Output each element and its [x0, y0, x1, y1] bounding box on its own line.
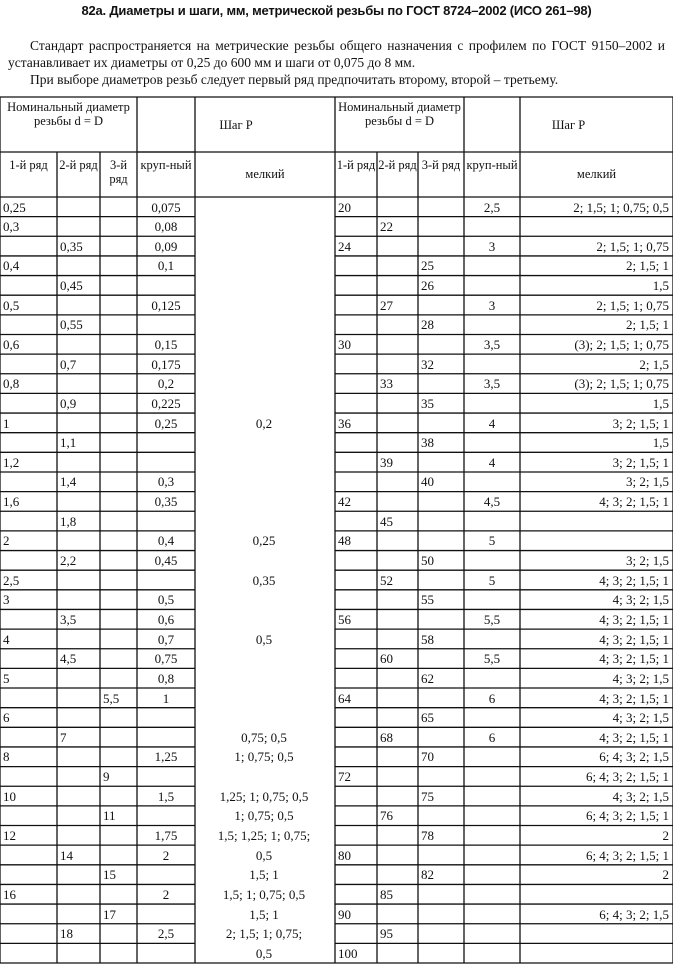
left-cell-fine: 1,5; 1 — [249, 906, 279, 922]
right-cell-coarse: 5,5 — [483, 611, 501, 627]
right-cell-fine: 4; 3; 2; 1,5; 1 — [599, 572, 669, 588]
left-cell-coarse: 0,225 — [151, 395, 181, 411]
left-cell-coarse: 2,5 — [157, 926, 175, 942]
left-cell-row2: 3,5 — [60, 611, 77, 627]
left-cell-row2: 1,1 — [60, 435, 77, 451]
right-cell-fine: 4; 3; 2; 1,5 — [612, 592, 669, 608]
left-cell-coarse: 1,25 — [154, 749, 178, 765]
left-cell-row1: 12 — [3, 828, 16, 843]
right-header-row1: 1-й ряд — [336, 158, 376, 172]
right-cell-fine: 6; 4; 3; 2; 1,5; 1 — [585, 808, 669, 824]
left-header-fine: мелкий — [245, 167, 285, 181]
left-cell-coarse: 0,8 — [157, 670, 175, 686]
left-cell-row1: 10 — [3, 788, 16, 804]
right-cell-row1: 90 — [338, 906, 351, 922]
right-cell-fine: 1,5 — [652, 435, 669, 451]
left-cell-fine: 0,5 — [255, 847, 273, 863]
right-cell-fine: 6; 4; 3; 2; 1,5 — [599, 906, 669, 922]
left-cell-row2: 1,4 — [60, 474, 77, 490]
right-cell-row2: 33 — [380, 376, 393, 392]
right-cell-row2: 39 — [380, 454, 393, 470]
left-header-pitch: Шаг P — [219, 118, 253, 132]
right-cell-coarse: 6 — [488, 690, 496, 706]
right-cell-row2: 60 — [380, 651, 393, 667]
right-cell-coarse: 4,5 — [483, 494, 501, 510]
right-cell-coarse: 3,5 — [483, 376, 501, 392]
left-cell-row1: 3 — [3, 592, 10, 608]
right-cell-coarse: 3 — [488, 297, 496, 313]
left-cell-row1: 0,25 — [3, 199, 26, 215]
left-cell-row1: 2,5 — [3, 572, 20, 588]
right-cell-row2: 68 — [380, 729, 393, 745]
left-cell-coarse: 0,75 — [154, 651, 178, 667]
right-cell-coarse: 5 — [488, 572, 496, 588]
right-cell-fine: (3); 2; 1,5; 1; 0,75 — [574, 336, 669, 352]
right-header-row3: 3-й ряд — [421, 158, 461, 172]
right-cell-fine: 2 — [662, 828, 669, 843]
left-cell-coarse: 0,7 — [157, 631, 175, 647]
left-cell-row3: 17 — [103, 906, 116, 922]
right-cell-row3: 58 — [421, 631, 434, 647]
left-cell-fine: 1,5; 1 — [249, 867, 279, 883]
left-cell-row1: 5 — [3, 670, 10, 686]
right-cell-fine: 4; 3; 2; 1,5; 1 — [599, 611, 669, 627]
left-cell-row1: 0,3 — [3, 219, 20, 235]
left-header-row3: 3-й ряд — [109, 158, 128, 186]
right-header-coarse: круп-ный — [466, 158, 518, 172]
right-cell-fine: 3; 2; 1,5; 1 — [612, 454, 669, 470]
left-cell-coarse: 0,4 — [157, 533, 175, 549]
right-cell-row1: 100 — [338, 945, 358, 961]
table-title: 82а. Диаметры и шаги, мм, метрической резьбы по ГОСТ 8724–2002 (ИСО 261–98) — [81, 3, 592, 18]
left-cell-row1: 4 — [3, 631, 10, 647]
right-cell-row3: 62 — [421, 670, 434, 686]
right-cell-coarse: 2,5 — [483, 199, 501, 215]
left-cell-coarse: 1 — [162, 690, 170, 706]
right-cell-fine: 2; 1,5; 1 — [626, 258, 669, 274]
right-cell-fine: (3); 2; 1,5; 1; 0,75 — [574, 376, 669, 392]
right-cell-fine: 2; 1,5; 1; 0,75 — [596, 238, 669, 254]
right-cell-row1: 80 — [338, 847, 351, 863]
right-header-fine: мелкий — [576, 167, 617, 181]
right-cell-fine: 4; 3; 2; 1,5 — [612, 670, 669, 686]
left-cell-row3: 9 — [103, 769, 110, 785]
right-cell-coarse: 6 — [488, 729, 496, 745]
right-cell-fine: 3; 2; 1,5 — [626, 474, 669, 490]
right-header-pitch: Шаг P — [551, 118, 586, 132]
right-cell-row1: 42 — [338, 494, 351, 510]
left-cell-fine: 1,5; 1; 0,75; 0,5 — [222, 886, 306, 902]
left-cell-row1: 8 — [3, 749, 10, 765]
intro-paragraph-preference: При выборе диаметров резьб следует первый ряд предпочитать второму, второй – третьему. — [30, 72, 559, 87]
right-cell-fine: 6; 4; 3; 2; 1,5; 1 — [585, 847, 669, 863]
right-cell-fine: 2; 1,5; 1; 0,75; 0,5 — [573, 199, 669, 215]
right-cell-fine: 4; 3; 2; 1,5; 1 — [599, 651, 669, 667]
right-cell-row3: 70 — [421, 749, 434, 765]
left-cell-coarse: 2 — [162, 847, 170, 863]
right-cell-fine: 1,5 — [652, 278, 669, 294]
left-header-coarse: круп-ный — [140, 158, 192, 172]
left-cell-row2: 2,2 — [60, 553, 77, 569]
right-cell-row2: 76 — [380, 808, 393, 824]
left-cell-coarse: 0,125 — [151, 297, 181, 313]
left-cell-coarse: 0,1 — [157, 258, 175, 274]
right-cell-coarse: 4 — [488, 454, 496, 470]
left-cell-fine: 0,35 — [252, 572, 276, 588]
left-cell-row2: 7 — [60, 729, 67, 745]
right-cell-row2: 52 — [380, 572, 393, 588]
left-cell-coarse: 0,3 — [157, 474, 175, 490]
right-header-diameter: Номинальный диаметр резьбы d = D — [338, 100, 461, 128]
right-cell-row2: 95 — [380, 926, 393, 942]
left-cell-coarse: 0,6 — [157, 611, 175, 627]
right-cell-row2: 27 — [380, 297, 393, 313]
left-cell-fine: 1,25; 1; 0,75; 0,5 — [219, 788, 309, 804]
right-cell-fine: 2; 1,5; 1; 0,75 — [596, 297, 669, 313]
right-cell-fine: 3; 2; 1,5 — [626, 553, 669, 569]
left-cell-coarse: 0,09 — [154, 238, 178, 254]
right-cell-coarse: 3 — [488, 238, 496, 254]
right-cell-fine: 1,5 — [652, 395, 669, 411]
right-cell-fine: 3; 2; 1,5; 1 — [612, 415, 669, 431]
left-cell-row1: 1,6 — [3, 494, 20, 510]
left-cell-row1: 0,8 — [3, 376, 20, 392]
left-cell-fine: 0,5 — [255, 631, 273, 647]
left-cell-row1: 1,2 — [3, 454, 20, 470]
right-cell-row1: 64 — [338, 690, 351, 706]
right-header-row2: 2-й ряд — [378, 158, 417, 172]
right-cell-fine: 4; 3; 2; 1,5; 1 — [599, 494, 669, 510]
right-cell-row3: 38 — [421, 435, 434, 451]
right-cell-row1: 30 — [338, 336, 351, 352]
right-cell-row3: 50 — [421, 553, 434, 569]
left-cell-coarse: 0,2 — [157, 376, 175, 392]
left-cell-row2: 0,55 — [60, 317, 83, 333]
left-cell-fine: 1; 0,75; 0,5 — [234, 808, 294, 824]
right-cell-fine: 2 — [662, 867, 669, 883]
right-cell-row3: 78 — [421, 828, 434, 843]
left-cell-row3: 15 — [103, 867, 116, 883]
left-cell-fine: 1,5; 1,25; 1; 0,75; — [217, 828, 311, 843]
left-cell-row2: 0,45 — [60, 278, 83, 294]
right-cell-row3: 55 — [421, 592, 434, 608]
left-cell-row1: 16 — [3, 886, 16, 902]
left-cell-row1: 0,6 — [3, 336, 20, 352]
right-cell-row1: 72 — [338, 769, 351, 785]
right-cell-row2: 22 — [380, 219, 393, 235]
right-cell-row3: 32 — [421, 356, 434, 372]
left-header-row1: 1-й ряд — [9, 158, 48, 172]
left-cell-fine: 0,25 — [252, 533, 276, 549]
left-cell-row2: 1,8 — [60, 513, 77, 529]
right-cell-row2: 85 — [380, 886, 393, 902]
right-cell-fine: 4; 3; 2; 1,5 — [612, 788, 669, 804]
left-header-diameter: Номинальный диаметр резьбы d = D — [7, 100, 130, 128]
right-cell-fine: 4; 3; 2; 1,5; 1 — [599, 729, 669, 745]
right-cell-fine: 2; 1,5 — [639, 356, 669, 372]
right-cell-row3: 25 — [421, 258, 434, 274]
right-cell-fine: 4; 3; 2; 1,5 — [612, 710, 669, 726]
right-cell-row3: 82 — [421, 867, 434, 883]
left-cell-row1: 1 — [3, 415, 10, 431]
left-cell-fine: 0,75; 0,5 — [241, 729, 287, 745]
right-cell-coarse: 3,5 — [483, 336, 501, 352]
left-cell-row1: 0,4 — [3, 258, 20, 274]
right-cell-coarse: 5,5 — [483, 651, 501, 667]
left-cell-coarse: 0,5 — [157, 592, 175, 608]
left-cell-coarse: 0,25 — [154, 415, 178, 431]
left-cell-row3: 5,5 — [103, 690, 120, 706]
right-cell-coarse: 5 — [488, 533, 496, 549]
right-cell-row1: 20 — [338, 199, 351, 215]
right-cell-row3: 28 — [421, 317, 434, 333]
left-cell-coarse: 0,15 — [154, 336, 178, 352]
right-cell-row3: 35 — [421, 395, 434, 411]
left-cell-row1: 0,5 — [3, 297, 20, 313]
right-cell-row1: 24 — [338, 238, 351, 254]
left-cell-row1: 2 — [3, 533, 10, 549]
left-cell-fine: 1; 0,75; 0,5 — [234, 749, 294, 765]
left-cell-row2: 0,9 — [60, 395, 77, 411]
right-cell-row1: 56 — [338, 611, 351, 627]
left-cell-coarse: 0,45 — [154, 553, 178, 569]
right-cell-row3: 40 — [421, 474, 434, 490]
left-header-row2: 2-й ряд — [59, 158, 98, 172]
intro-paragraph-scope: Стандарт распространяется на метрические резьбы общего назначения с профилем по ГОСТ 9150–2002 и устанавливает их диаметры от 0,25 до 600 мм и шаги от 0,075 до 8 мм. — [8, 38, 665, 70]
left-cell-row2: 4,5 — [60, 651, 77, 667]
left-cell-coarse: 0,175 — [151, 356, 181, 372]
left-cell-coarse: 1,5 — [157, 788, 175, 804]
left-cell-row2: 18 — [60, 926, 73, 942]
left-cell-row2: 0,7 — [60, 356, 77, 372]
left-cell-coarse: 0,35 — [154, 494, 178, 510]
right-cell-row1: 48 — [338, 533, 351, 549]
right-cell-row3: 75 — [421, 788, 434, 804]
left-cell-coarse: 1,75 — [154, 828, 178, 843]
right-cell-coarse: 4 — [488, 415, 496, 431]
left-cell-coarse: 0,075 — [151, 199, 181, 215]
left-cell-fine: 2; 1,5; 1; 0,75; — [225, 926, 303, 942]
left-cell-row1: 6 — [3, 710, 10, 726]
left-cell-fine: 0,2 — [255, 415, 273, 431]
left-cell-coarse: 2 — [162, 886, 170, 902]
right-cell-fine: 6; 4; 3; 2; 1,5; 1 — [585, 769, 669, 785]
right-cell-fine: 4; 3; 2; 1,5; 1 — [599, 690, 669, 706]
left-cell-row2: 14 — [60, 847, 73, 863]
left-cell-row2: 0,35 — [60, 238, 83, 254]
right-cell-row1: 36 — [338, 415, 351, 431]
left-cell-coarse: 0,08 — [154, 219, 178, 235]
right-cell-row3: 65 — [421, 710, 434, 726]
left-cell-row3: 11 — [103, 808, 116, 824]
left-cell-fine: 0,5 — [255, 945, 273, 961]
right-cell-fine: 2; 1,5; 1 — [626, 317, 669, 333]
right-cell-fine: 4; 3; 2; 1,5; 1 — [599, 631, 669, 647]
right-cell-row3: 26 — [421, 278, 434, 294]
right-cell-row2: 45 — [380, 513, 393, 529]
right-cell-fine: 6; 4; 3; 2; 1,5 — [599, 749, 669, 765]
